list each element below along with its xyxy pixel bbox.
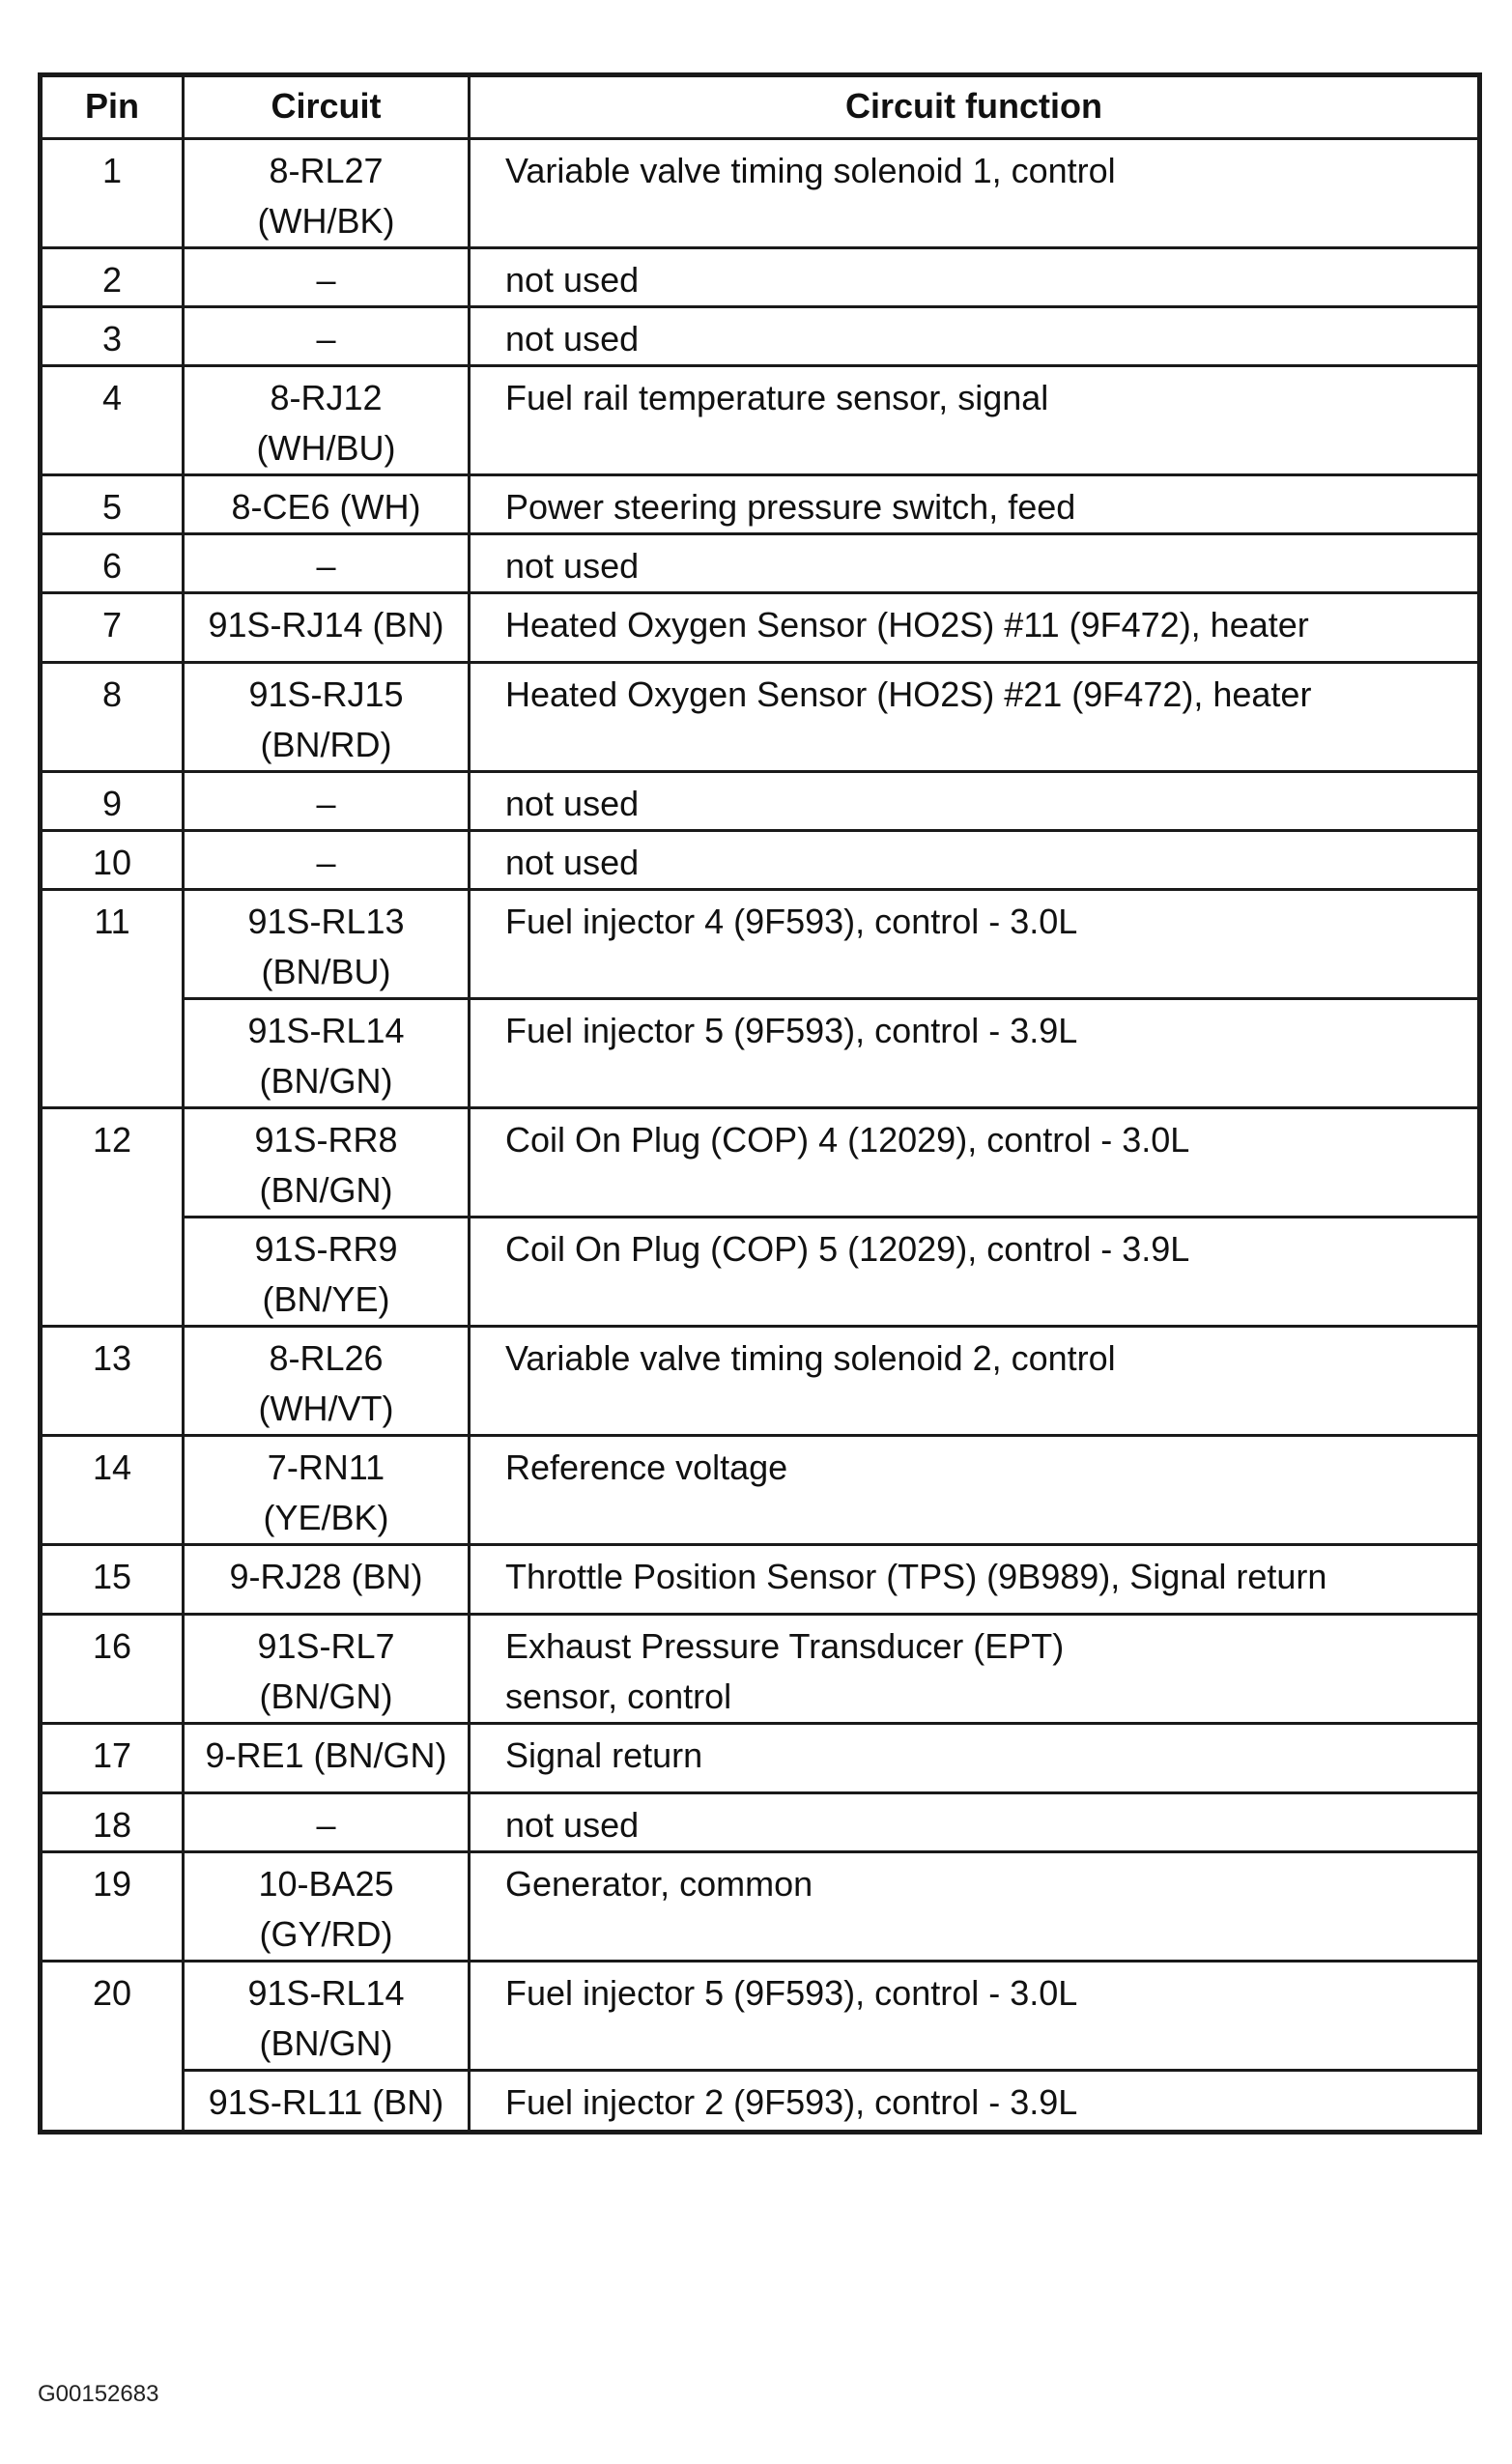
circuit-line: (BN/BU) [261,952,391,991]
circuit-cell [184,772,470,831]
circuit-line: – [316,546,336,586]
pin-number: 8 [41,663,184,772]
function-line: Power steering pressure switch, feed [505,487,1076,527]
circuit-function-cell [470,772,1480,831]
circuit-line: (BN/GN) [259,2023,393,2063]
pin-number: 13 [41,1327,184,1436]
table-row [41,593,1480,663]
circuit-cell [184,831,470,890]
pin-number: 12 [41,1108,184,1327]
function-line: Variable valve timing solenoid 1, control [505,151,1116,190]
pin-number: 10 [41,831,184,890]
function-line: Fuel injector 5 (9F593), control - 3.9L [505,1011,1078,1050]
circuit-line: (WH/BK) [257,201,395,241]
circuit-function-cell [470,475,1480,534]
pin-number: 9 [41,772,184,831]
circuit-line: (BN/GN) [259,1676,393,1716]
header-row [41,75,1480,139]
circuit-cell [184,593,470,663]
circuit-cell [184,1793,470,1852]
pin-number: 2 [41,248,184,307]
function-line: not used [505,843,640,882]
circuit-line: 9-RJ28 (BN) [229,1557,423,1596]
function-line: Variable valve timing solenoid 2, control [505,1338,1116,1378]
function-line: Reference voltage [505,1447,788,1487]
circuit-line: – [316,843,336,882]
circuit-line: 8-RJ12 [270,378,383,417]
circuit-line: 91S-RR8 [254,1120,398,1160]
header-circuit: Circuit [184,75,470,139]
circuit-line: (WH/BU) [256,428,396,468]
table-row [41,1108,1480,1218]
table-row [41,1436,1480,1545]
function-line: Fuel rail temperature sensor, signal [505,378,1049,417]
circuit-cell [184,1852,470,1962]
table-row [41,139,1480,248]
circuit-line: (BN/YE) [262,1279,390,1319]
circuit-cell [184,534,470,593]
table-row [41,1615,1480,1724]
circuit-line: 10-BA25 [258,1864,394,1904]
pin-number: 14 [41,1436,184,1545]
circuit-line: 91S-RL13 [247,902,405,941]
table-row [41,999,1480,1108]
table-row [41,1962,1480,2071]
circuit-cell [184,663,470,772]
circuit-line: (YE/BK) [263,1498,389,1537]
function-line: not used [505,1805,640,1845]
circuit-function-cell [470,1327,1480,1436]
function-line: Coil On Plug (COP) 4 (12029), control - 3.0L [505,1120,1190,1160]
pin-table [38,72,1482,2135]
pin-number: 16 [41,1615,184,1724]
table-row [41,890,1480,999]
circuit-function-cell [470,1108,1480,1218]
circuit-function-cell [470,1793,1480,1852]
circuit-cell [184,1615,470,1724]
circuit-line: 91S-RL7 [257,1626,395,1666]
circuit-function-cell [470,248,1480,307]
circuit-cell [184,1218,470,1327]
circuit-cell [184,1724,470,1793]
circuit-function-cell [470,593,1480,663]
table-row [41,663,1480,772]
function-line: Coil On Plug (COP) 5 (12029), control - 3.9L [505,1229,1190,1269]
circuit-line: (GY/RD) [259,1914,393,1954]
circuit-cell [184,475,470,534]
pin-number: 7 [41,593,184,663]
table-row [41,366,1480,475]
circuit-line: (BN/RD) [260,725,392,764]
circuit-line: 8-RL26 [269,1338,384,1378]
table-row [41,2071,1480,2133]
circuit-cell [184,999,470,1108]
circuit-function-cell [470,831,1480,890]
function-line: Signal return [505,1735,703,1775]
circuit-line: 8-RL27 [269,151,384,190]
circuit-line: 7-RN11 [267,1447,385,1487]
circuit-cell [184,248,470,307]
circuit-line: 91S-RJ15 [248,674,404,714]
function-line: Exhaust Pressure Transducer (EPT) [505,1626,1065,1666]
circuit-line: 91S-RL14 [247,1973,405,2013]
circuit-line: (WH/VT) [258,1389,394,1428]
circuit-cell [184,139,470,248]
pin-number: 1 [41,139,184,248]
circuit-line: 91S-RR9 [254,1229,398,1269]
circuit-cell [184,1108,470,1218]
circuit-line: – [316,1805,336,1845]
table-row [41,475,1480,534]
circuit-function-cell [470,2071,1480,2133]
circuit-function-cell [470,1724,1480,1793]
circuit-function-cell [470,1962,1480,2071]
circuit-cell [184,307,470,366]
header-circuit-function: Circuit function [470,75,1480,139]
circuit-function-cell [470,663,1480,772]
circuit-line: 91S-RL11 (BN) [208,2082,444,2122]
function-line: Heated Oxygen Sensor (HO2S) #11 (9F472), heater [505,605,1309,645]
circuit-function-cell [470,1436,1480,1545]
circuit-function-cell [470,366,1480,475]
table-row [41,307,1480,366]
table-row [41,1327,1480,1436]
circuit-function-cell [470,307,1480,366]
header-pin: Pin [41,75,184,139]
circuit-line: – [316,260,336,300]
function-line: Generator, common [505,1864,813,1904]
table-body [41,139,1480,2133]
circuit-line: 8-CE6 (WH) [231,487,421,527]
circuit-cell [184,1327,470,1436]
function-line: Heated Oxygen Sensor (HO2S) #21 (9F472), heater [505,674,1312,714]
table-row [41,772,1480,831]
function-line: not used [505,546,640,586]
pin-number: 11 [41,890,184,1108]
circuit-line: – [316,784,336,823]
table-row [41,831,1480,890]
circuit-cell [184,1436,470,1545]
figure-id: G00152683 [38,2381,159,2407]
function-line: Fuel injector 2 (9F593), control - 3.9L [505,2082,1078,2122]
circuit-function-cell [470,139,1480,248]
circuit-function-cell [470,1615,1480,1724]
circuit-cell [184,890,470,999]
circuit-cell [184,1962,470,2071]
circuit-line: 9-RE1 (BN/GN) [205,1735,447,1775]
circuit-line: (BN/GN) [259,1061,393,1101]
circuit-function-cell [470,1218,1480,1327]
function-line: Throttle Position Sensor (TPS) (9B989), Signal return [505,1557,1327,1596]
table-row [41,1218,1480,1327]
pin-number: 15 [41,1545,184,1615]
pin-number: 17 [41,1724,184,1793]
pin-number: 18 [41,1793,184,1852]
pin-number: 19 [41,1852,184,1962]
circuit-function-cell [470,1545,1480,1615]
circuit-cell [184,366,470,475]
table-row [41,1793,1480,1852]
function-line: not used [505,319,640,358]
pin-number: 4 [41,366,184,475]
circuit-function-cell [470,1852,1480,1962]
function-line: sensor, control [505,1676,732,1716]
circuit-function-cell [470,890,1480,999]
table-row [41,248,1480,307]
function-line: not used [505,260,640,300]
circuit-line: 91S-RL14 [247,1011,405,1050]
table-row [41,534,1480,593]
function-line: Fuel injector 5 (9F593), control - 3.0L [505,1973,1078,2013]
table-row [41,1545,1480,1615]
pin-number: 5 [41,475,184,534]
circuit-function-cell [470,534,1480,593]
circuit-line: – [316,319,336,358]
pin-number: 6 [41,534,184,593]
pin-number: 20 [41,1962,184,2133]
function-line: Fuel injector 4 (9F593), control - 3.0L [505,902,1078,941]
table-row [41,1852,1480,1962]
function-line: not used [505,784,640,823]
circuit-line: (BN/GN) [259,1170,393,1210]
circuit-cell [184,1545,470,1615]
circuit-line: 91S-RJ14 (BN) [208,605,444,645]
circuit-function-cell [470,999,1480,1108]
circuit-cell [184,2071,470,2133]
table-row [41,1724,1480,1793]
pin-number: 3 [41,307,184,366]
